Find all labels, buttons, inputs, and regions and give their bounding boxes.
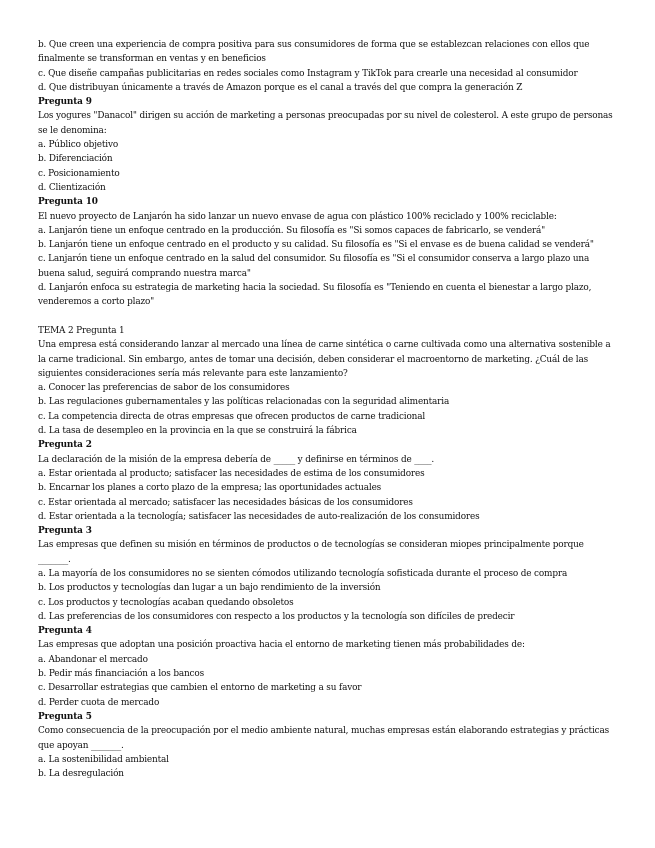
question-stem: Los yogures "Danacol" dirigen su acción de marketing a personas preocupadas por su nivel de colesterol. A este grupo de personas se le denomina: (38, 111, 613, 136)
question-title: Pregunta 9 (38, 97, 92, 108)
option-text: c. Lanjarón tiene un enfoque centrado en la salud del consumidor. Su filosofía es "Si el consumidor conserva a largo plazo una buena salud, seguirá comprando nuestra marca" (38, 254, 590, 279)
question-stem: Las empresas que definen su misión en términos de productos o de tecnologías se consideran miopes principalmente porque _______. (38, 540, 584, 565)
option-text: c. Posicionamiento (38, 168, 120, 179)
option-text: a. Conocer las preferencias de sabor de los consumidores (38, 383, 290, 394)
question-stem: Una empresa está considerando lanzar al mercado una línea de carne sintética o carne cultivada como una alternativa sostenible a la carne tradicional. Sin embargo, antes de tomar una decisión, deben considerar el macroentorno de marketing. ¿Cuál de las siguientes consideraciones sería más relevante para este lanzamiento? (38, 340, 611, 379)
question-title: Pregunta 3 (38, 526, 92, 537)
option-text: c. La competencia directa de otras empresas que ofrecen productos de carne tradicional (38, 411, 426, 422)
document-page (38, 38, 618, 781)
option-text: b. Los productos y tecnologías dan lugar a un bajo rendimiento de la inversión (38, 583, 381, 594)
question-stem: La declaración de la misión de la empresa debería de _____ y definirse en términos de ____. (38, 454, 435, 465)
option-text: b. Las regulaciones gubernamentales y las políticas relacionadas con la seguridad alimentaria (38, 397, 450, 408)
question-stem: Como consecuencia de la preocupación por el medio ambiente natural, muchas empresas están elaborando estrategias y prácticas que apoyan _______. (38, 726, 609, 751)
question-stem: El nuevo proyecto de Lanjarón ha sido lanzar un nuevo envase de agua con plástico 100% reciclado y 100% reciclable: (38, 211, 557, 222)
section-spacer (38, 310, 618, 324)
option-text: b. Que creen una experiencia de compra positiva para sus consumidores de forma que se establezcan relaciones con ellos que finalmente se transforman en ventas y en beneficios (38, 40, 590, 65)
option-text: a. La mayoría de los consumidores no se sienten cómodos utilizando tecnología sofisticada durante el proceso de compra (38, 568, 568, 579)
option-text: d. Clientización (38, 182, 106, 193)
option-text: d. La tasa de desempleo en la provincia en la que se construirá la fábrica (38, 426, 357, 437)
option-text: c. Que diseñe campañas publicitarias en redes sociales como Instagram y TikTok para crearle una necesidad al consumidor (38, 68, 578, 79)
question-stem: Las empresas que adoptan una posición proactiva hacia el entorno de marketing tienen más probabilidades de: (38, 640, 525, 651)
option-text: b. La desregulación (38, 769, 124, 780)
option-text: b. Lanjarón tiene un enfoque centrado en el producto y su calidad. Su filosofía es "Si el envase es de buena calidad se venderá" (38, 240, 594, 251)
option-text: a. Público objetivo (38, 140, 119, 151)
option-text: a. Lanjarón tiene un enfoque centrado en la producción. Su filosofía es "Si somos capaces de fabricarlo, se venderá" (38, 225, 546, 236)
option-text: d. Las preferencias de los consumidores con respecto a los productos y la tecnología son difíciles de predecir (38, 611, 515, 622)
option-text: c. Los productos y tecnologías acaban quedando obsoletos (38, 597, 294, 608)
option-text: c. Estar orientada al mercado; satisfacer las necesidades básicas de los consumidores (38, 497, 413, 508)
option-text: d. Perder cuota de mercado (38, 697, 160, 708)
option-text: b. Pedir más financiación a los bancos (38, 669, 204, 680)
question-title: Pregunta 5 (38, 711, 92, 722)
option-text: c. Desarrollar estrategias que cambien el entorno de marketing a su favor (38, 683, 362, 694)
option-text: d. Estar orientada a la tecnología; satisfacer las necesidades de auto-realización de los consumidores (38, 511, 480, 522)
option-text: d. Que distribuyan únicamente a través de Amazon porque es el canal a través del que compra la generación Z (38, 82, 523, 93)
question-title: Pregunta 10 (38, 197, 98, 208)
option-text: b. Diferenciación (38, 154, 113, 165)
option-text: b. Encarnar los planes a corto plazo de la empresa; las oportunidades actuales (38, 483, 382, 494)
option-text: a. La sostenibilidad ambiental (38, 754, 169, 765)
option-text: a. Abandonar el mercado (38, 654, 148, 665)
option-text: a. Estar orientada al producto; satisfacer las necesidades de estima de los consumidores (38, 468, 425, 479)
question-title: Pregunta 4 (38, 626, 92, 637)
question-title: Pregunta 2 (38, 440, 92, 451)
section-title: TEMA 2 Pregunta 1 (38, 325, 125, 336)
option-text: d. Lanjarón enfoca su estrategia de marketing hacia la sociedad. Su filosofía es "Teniendo en cuenta el bienestar a largo plazo, venderemos a corto plazo" (38, 283, 592, 308)
